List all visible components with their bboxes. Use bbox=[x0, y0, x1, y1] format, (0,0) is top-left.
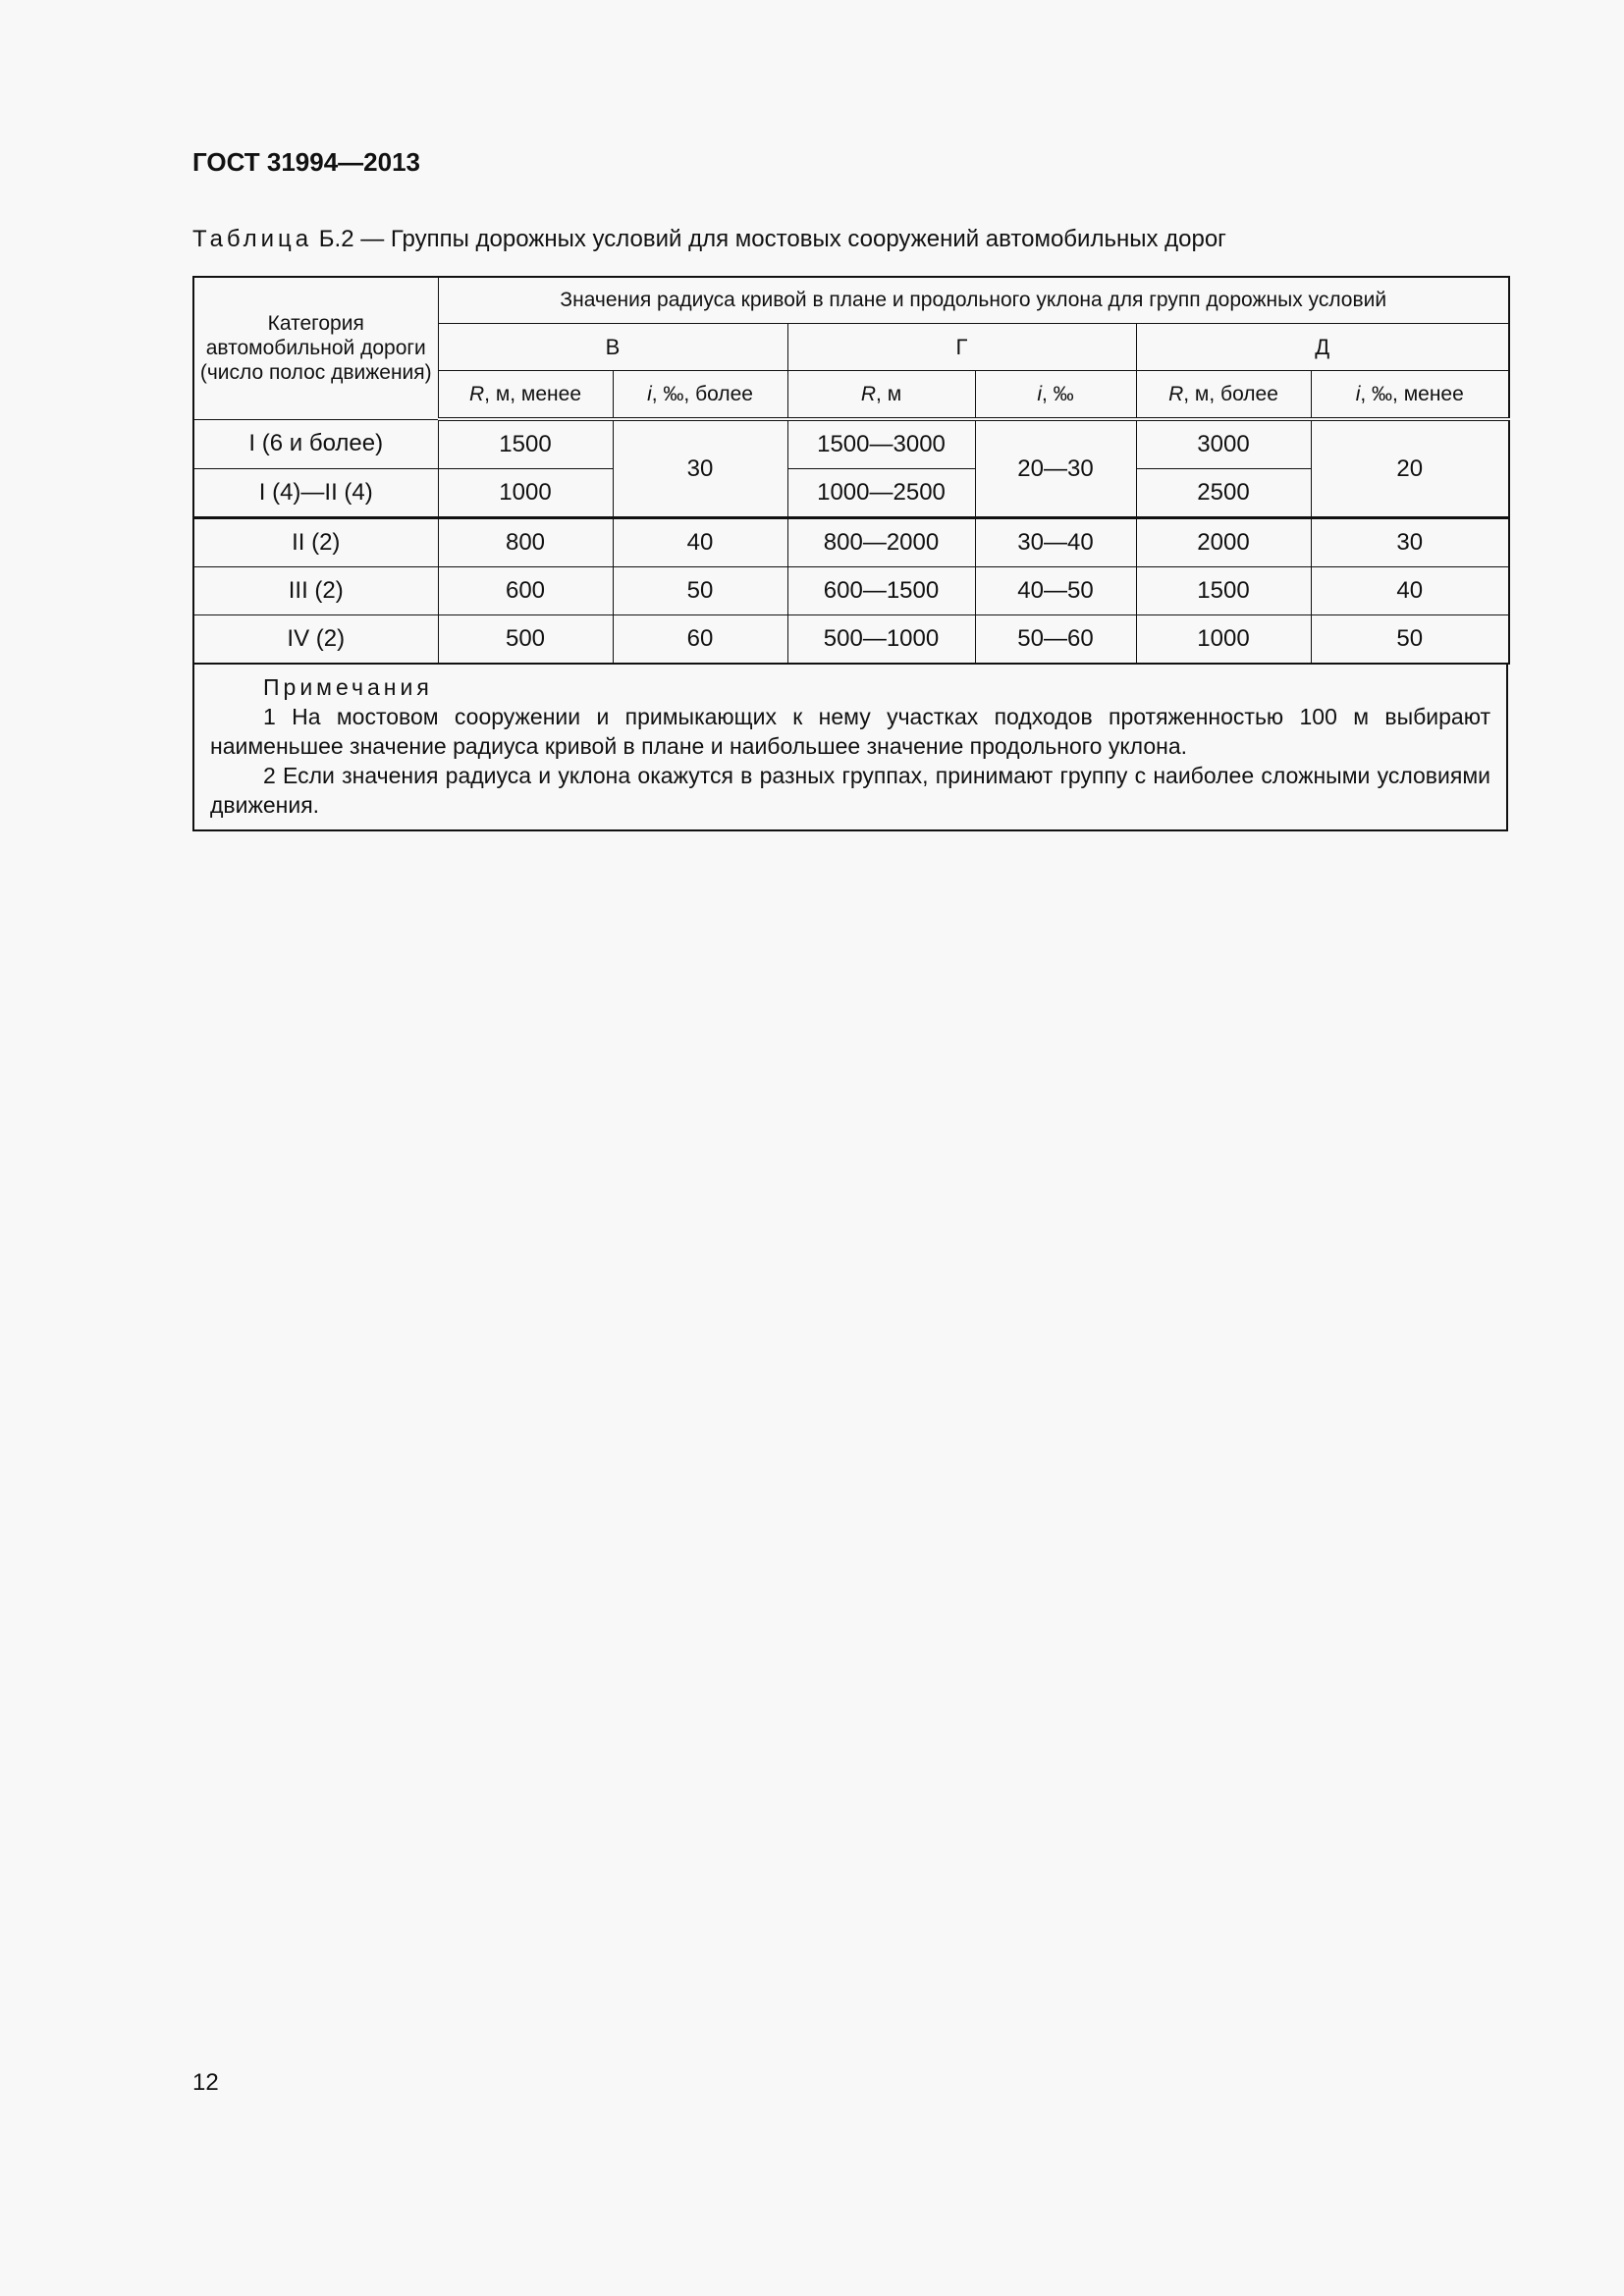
v-slope-merged-cell: 30 bbox=[613, 419, 787, 518]
d-radius-cell: 2000 bbox=[1136, 518, 1311, 567]
g-slope-cell: 30—40 bbox=[975, 518, 1136, 567]
subheader-v-radius: R, м, менее bbox=[438, 371, 613, 420]
table-notes bbox=[192, 665, 1508, 831]
g-slope-cell: 50—60 bbox=[975, 615, 1136, 665]
group-header-d: Д bbox=[1136, 324, 1509, 371]
table-caption bbox=[192, 226, 1226, 253]
category-cell: III (2) bbox=[193, 567, 438, 615]
category-cell: IV (2) bbox=[193, 615, 438, 665]
v-slope-cell: 40 bbox=[613, 518, 787, 567]
page-number: 12 bbox=[192, 2069, 219, 2096]
table-container bbox=[192, 276, 1508, 831]
d-radius-cell: 1500 bbox=[1136, 567, 1311, 615]
g-radius-cell: 600—1500 bbox=[787, 567, 975, 615]
table-row bbox=[193, 518, 1509, 567]
category-header: Категория автомобильной дороги (число полос движения) bbox=[193, 277, 438, 419]
category-cell: II (2) bbox=[193, 518, 438, 567]
v-slope-cell: 60 bbox=[613, 615, 787, 665]
d-slope-cell: 50 bbox=[1311, 615, 1509, 665]
subheader-g-radius: R, м bbox=[787, 371, 975, 420]
d-slope-cell: 40 bbox=[1311, 567, 1509, 615]
table-caption-text: Б.2 — Группы дорожных условий для мостовых сооружений автомобильных дорог bbox=[312, 226, 1226, 252]
table-row bbox=[193, 419, 1509, 469]
road-conditions-table bbox=[192, 276, 1510, 665]
v-slope-cell: 50 bbox=[613, 567, 787, 615]
v-radius-cell: 600 bbox=[438, 567, 613, 615]
table-row bbox=[193, 567, 1509, 615]
subheader-v-slope: i, ‰, более bbox=[613, 371, 787, 420]
v-radius-cell: 500 bbox=[438, 615, 613, 665]
g-radius-cell: 1000—2500 bbox=[787, 469, 975, 518]
d-slope-merged-cell: 20 bbox=[1311, 419, 1509, 518]
group-header-v: В bbox=[438, 324, 787, 371]
category-cell: I (4)—II (4) bbox=[193, 469, 438, 518]
table-row bbox=[193, 615, 1509, 665]
g-radius-cell: 1500—3000 bbox=[787, 419, 975, 469]
d-slope-cell: 30 bbox=[1311, 518, 1509, 567]
g-radius-cell: 500—1000 bbox=[787, 615, 975, 665]
v-radius-cell: 800 bbox=[438, 518, 613, 567]
g-slope-cell: 40—50 bbox=[975, 567, 1136, 615]
subheader-g-slope: i, ‰ bbox=[975, 371, 1136, 420]
group-header-g: Г bbox=[787, 324, 1136, 371]
note-item: 2 Если значения радиуса и уклона окажутся в разных группах, принимают группу с наиболее сложными условиями движения. bbox=[210, 763, 1490, 818]
g-radius-cell: 800—2000 bbox=[787, 518, 975, 567]
document-id: ГОСТ 31994—2013 bbox=[192, 147, 420, 177]
d-radius-cell: 1000 bbox=[1136, 615, 1311, 665]
d-radius-cell: 2500 bbox=[1136, 469, 1311, 518]
v-radius-cell: 1500 bbox=[438, 419, 613, 469]
g-slope-merged-cell: 20—30 bbox=[975, 419, 1136, 518]
subheader-d-radius: R, м, более bbox=[1136, 371, 1311, 420]
d-radius-cell: 3000 bbox=[1136, 419, 1311, 469]
note-item: 1 На мостовом сооружении и примыкающих к нему участках подходов протяженностью 100 м выбирают наименьшее значение радиуса кривой в плане и наибольшее значение продольного уклона. bbox=[210, 704, 1490, 759]
values-header: Значения радиуса кривой в плане и продольного уклона для групп дорожных условий bbox=[438, 277, 1509, 324]
category-cell: I (6 и более) bbox=[193, 419, 438, 469]
subheader-d-slope: i, ‰, менее bbox=[1311, 371, 1509, 420]
table-caption-label: Таблица bbox=[192, 226, 313, 252]
v-radius-cell: 1000 bbox=[438, 469, 613, 518]
notes-title: Примечания bbox=[263, 674, 433, 700]
